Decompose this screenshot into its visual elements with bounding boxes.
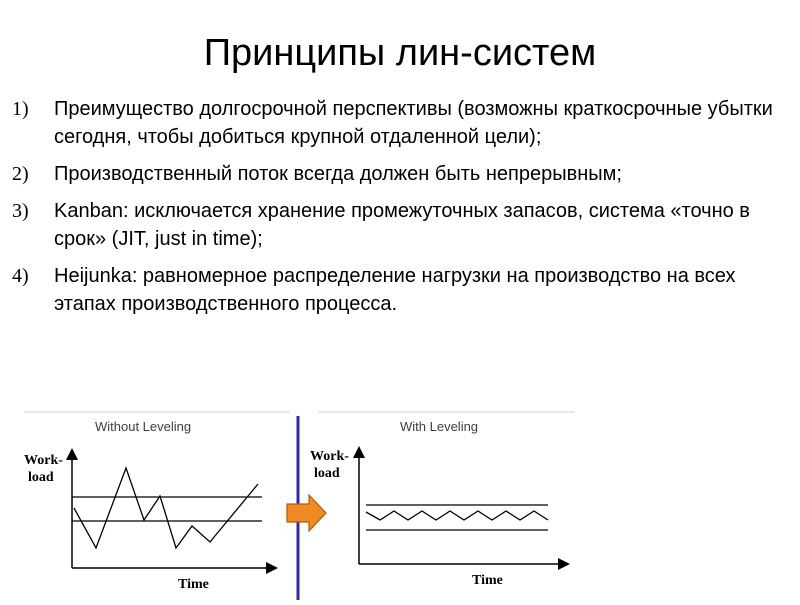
with-leveling-caption: With Leveling [400,419,479,434]
time-label: Time [472,573,503,588]
list-number: 2) [12,163,29,185]
list-number: 4) [12,265,29,287]
leveled-workload-line [366,511,548,520]
with-leveling-panel [310,412,575,588]
without-leveling-caption: Without Leveling [95,419,192,434]
workload-label: load [314,466,340,481]
list-number: 1) [12,98,29,120]
slide-title: Принципы лин-систем [203,32,597,74]
principles-list [12,95,792,327]
without-leveling-panel [24,412,290,592]
arrow-right-icon [287,495,326,531]
workload-label: Work- [310,449,349,464]
workload-label: Work- [24,453,63,468]
workload-label: load [28,470,54,485]
list-item [12,262,792,318]
time-label: Time [178,577,209,592]
unleveled-workload-line [74,468,258,548]
list-item [12,197,792,253]
list-number: 3) [12,200,29,222]
list-text: Kanban: исключается хранение промежуточных запасов, система «точно в срок» (JIT, just in time); [54,200,750,250]
leveling-diagram [0,408,800,600]
leveling-diagram-svg [0,408,800,600]
list-text: Производственный поток всегда должен быть непрерывным; [54,163,622,185]
list-item [12,160,792,188]
list-text: Преимущество долгосрочной перспективы (возможны краткосрочные убытки сегодня, чтобы добиться крупной отдаленной цели); [54,98,773,148]
list-text: Heijunka: равномерное распределение нагрузки на производство на всех этапах производственного процесса. [54,265,736,315]
list-item [12,95,792,151]
